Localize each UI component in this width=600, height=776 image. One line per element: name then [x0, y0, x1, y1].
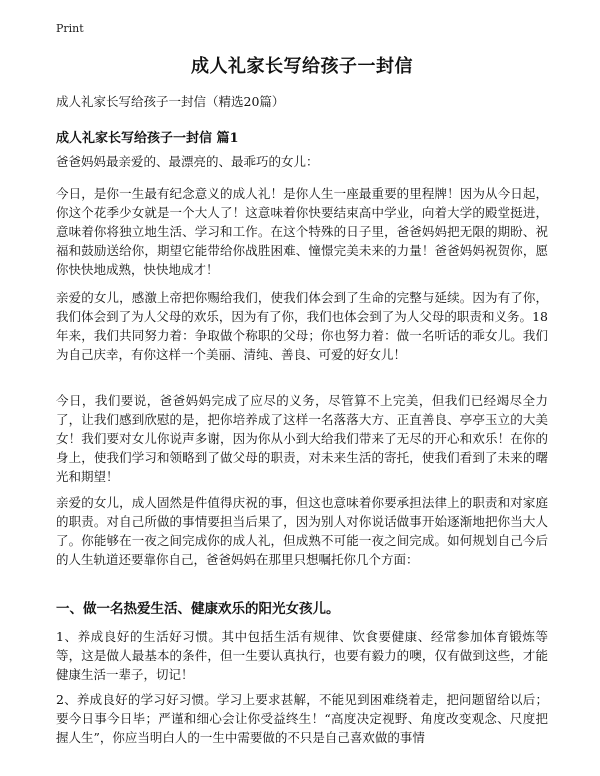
document-subtitle: 成人礼家长写给孩子一封信（精选20篇）: [56, 94, 285, 109]
print-link[interactable]: Print: [56, 22, 84, 35]
body-paragraph: 亲爱的女儿，感激上帝把你赐给我们，使我们体会到了生命的完整与延续。因为有了你，我们体会到了为人父母的欢乐，因为有了你，我们也体会到了为人父母的职责和义务。18年来，我们共同努力着：争取做个称职的父母；你也努力着：做一名听话的乖女儿。我们为自己庆幸，有你这样一个美丽、清纯、善良、可爱的好女儿！: [56, 290, 548, 362]
subsection-heading: 一、做一名热爱生活、健康欢乐的阳光女孩儿。: [56, 601, 340, 617]
section-heading: 成人礼家长写给孩子一封信 篇1: [56, 131, 239, 146]
page-title: 成人礼家长写给孩子一封信: [191, 56, 413, 77]
list-item: 2、养成良好的学习好习惯。学习上要求甚解，不能见到困难绕着走，把问题留给以后；要今日事今日毕；严谨和细心会让你受益终生！“高度决定视野、角度改变观念、尺度把握人生”，你应当明白人的一生中需要做的不只是自己喜欢做的事情: [56, 692, 548, 745]
salutation-paragraph: 爸爸妈妈最亲爱的、最漂亮的、最乖巧的女儿：: [56, 154, 319, 169]
list-item: 1、养成良好的生活好习惯。其中包括生活有规律、饮食要健康、经常参加体育锻炼等等，这是做人最基本的条件，但一生要认真执行，也要有毅力的噢，仅有做到这些，才能健康生活一辈子，切记！: [56, 629, 548, 682]
body-paragraph: 今日，是你一生最有纪念意义的成人礼！是你人生一座最重要的里程牌！因为从今日起，你这个花季少女就是一个大人了！这意味着你快要结束高中学业，向着大学的殿堂挺进，意味着你将独立地生活、学习和工作。在这个特殊的日子里，爸爸妈妈把无限的期盼、祝福和鼓励送给你，期望它能带给你战胜困难、憧憬完美未来的力量！爸爸妈妈祝贺你，愿你快快地成熟，快快地成才！: [56, 186, 548, 277]
body-paragraph: 亲爱的女儿，成人固然是件值得庆祝的事，但这也意味着你要承担法律上的职责和对家庭的职责。对自己所做的事情要担当后果了，因为别人对你说话做事开始逐渐地把你当大人了。你能够在一夜之间完成你的成人礼，但成熟不可能一夜之间完成。如何规划自己今后的人生轨道还要靠你自己，爸爸妈妈在那里只想嘱托你几个方面：: [56, 495, 548, 567]
body-paragraph: 今日，我们要说，爸爸妈妈完成了应尽的义务，尽管算不上完美，但我们已经竭尽全力了，让我们感到欣慰的是，把你培养成了这样一名落落大方、正直善良、亭亭玉立的大美女！我们要对女儿你说声多谢，因为你从小到大给我们带来了无尽的开心和欢乐！在你的身上，使我们学习和领略到了做父母的职责，对未来生活的寄托，使我们看到了未来的曙光和期望！: [56, 393, 548, 484]
